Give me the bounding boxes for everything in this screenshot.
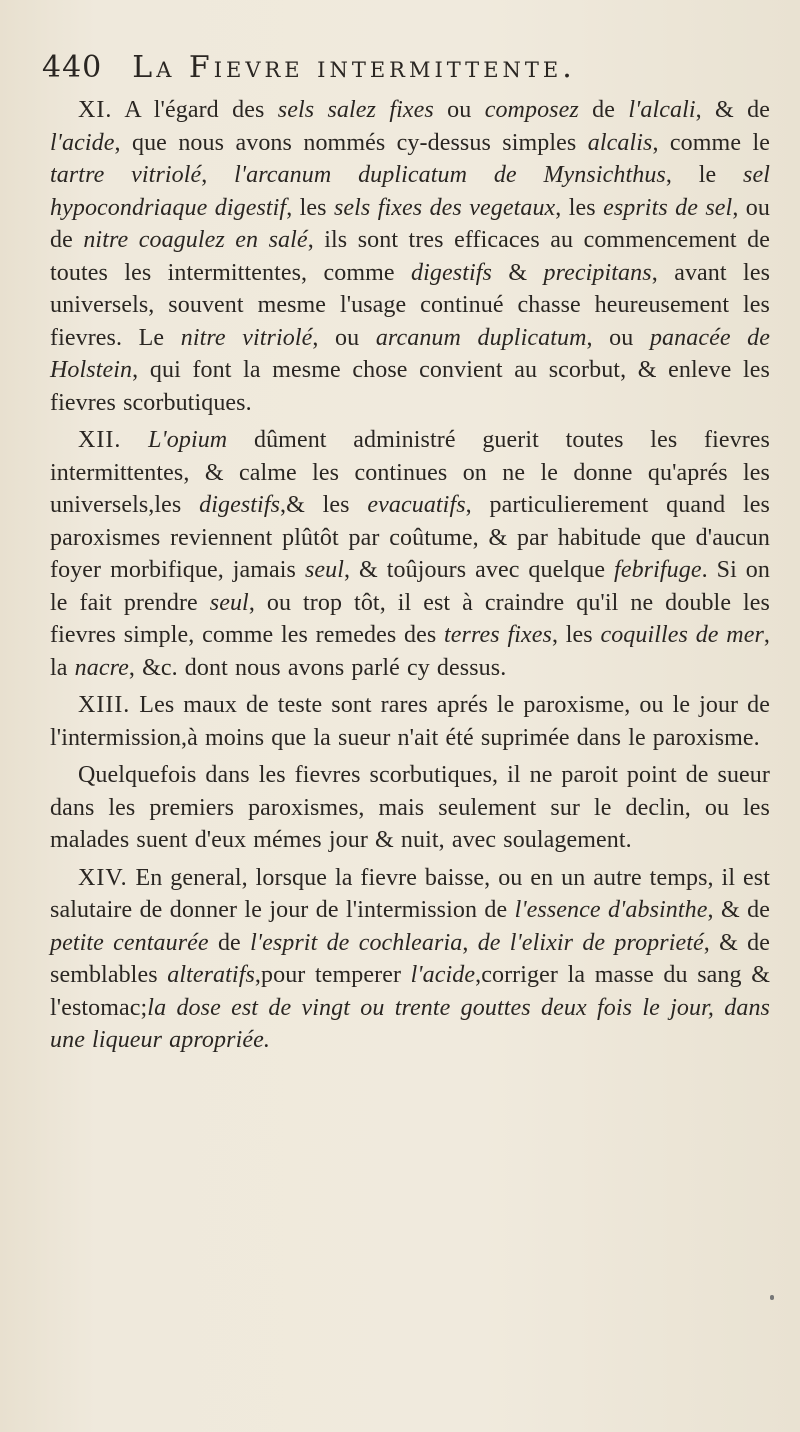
- text-run: &: [491, 259, 544, 286]
- italic-text: terres fixes: [444, 622, 552, 648]
- italic-text: esprits de sel: [603, 194, 733, 221]
- text-run: , comme le: [652, 129, 770, 156]
- text-run: Les maux de teste sont rares aprés le paroxisme, ou le jour de l'intermission,à moins que la sueur n'ait été suprimée dans le paroxisme.: [50, 692, 770, 751]
- italic-text: evacuatifs: [367, 492, 466, 518]
- paragraph-quelquefois: [50, 759, 770, 857]
- italic-text: L'opium: [148, 427, 228, 453]
- italic-text: sels fixes des vegetaux: [333, 194, 556, 221]
- text-run: , avant les universels, souvent mesme l'usage continué chasse heureusement les fievres. Le: [50, 259, 771, 351]
- italic-text: tartre vitriolé: [50, 162, 202, 188]
- text-run: , & de semblables: [50, 929, 770, 988]
- text-run: . Si on le fait prendre: [50, 557, 770, 616]
- italic-text: arcanum duplicatum: [375, 324, 587, 351]
- italic-text: l'esprit de cochlearia: [250, 929, 463, 956]
- italic-text: digestifs: [411, 259, 492, 286]
- text-run: , & toûjours avec quelque: [344, 557, 615, 583]
- text-run: ,corriger la masse du sang & l'estomac;: [50, 962, 770, 1021]
- page-header: [42, 50, 762, 90]
- italic-text: febrifuge: [614, 557, 702, 583]
- italic-text: petite centaurée: [50, 929, 209, 956]
- text-run: ,: [462, 929, 478, 956]
- italic-text: nacre: [74, 654, 129, 681]
- text-run: , & de: [695, 97, 771, 123]
- text-run: , les: [555, 194, 604, 221]
- running-title: La Fievre intermittente.: [132, 50, 576, 85]
- text-run: A l'égard des: [112, 97, 278, 123]
- text-run: ,: [201, 162, 235, 188]
- italic-text: sels salez fixes: [277, 97, 434, 123]
- text-run: , qui font la mesme chose convient au scorbut, & enleve les fievres scorbutiques.: [50, 357, 770, 416]
- body-text: [50, 94, 770, 1062]
- italic-text: precipitans: [543, 259, 652, 286]
- text-run: En general, lorsque la fievre baisse, ou en un autre temps, il est salutaire de donner le jour de l'intermission de: [50, 864, 770, 923]
- text-run: ,& les: [280, 492, 368, 518]
- italic-text: l'acide: [410, 962, 476, 988]
- text-run: , le: [665, 162, 744, 188]
- italic-text: alcalis: [587, 129, 653, 156]
- italic-text: l'alcali: [628, 97, 696, 123]
- section-numeral: XIV.: [78, 864, 128, 891]
- text-run: de: [208, 929, 251, 956]
- ink-speck: [770, 1295, 774, 1300]
- italic-text: seul: [209, 589, 249, 616]
- italic-text: nitre coagulez en salé: [83, 227, 308, 253]
- text-run: , ou: [586, 324, 650, 351]
- italic-text: panacée de Holstein: [50, 324, 771, 383]
- text-run: , que nous avons nommés cy-dessus simples: [114, 129, 588, 156]
- text-run: de: [578, 97, 629, 123]
- text-run: , particulierement quand les paroxismes reviennent plûtôt par coûtume, & par habitude que d'aucun foyer morbifique, jamais: [50, 492, 770, 583]
- text-run: , ou de: [50, 194, 770, 253]
- text-run: [121, 427, 148, 453]
- page-number: 440: [42, 50, 103, 85]
- italic-text: l'acide: [50, 129, 115, 156]
- italic-text: l'arcanum duplicatum de Mynsichthus: [234, 162, 666, 188]
- italic-text: l'essence d'absinthe: [514, 897, 708, 923]
- italic-text: sel hypocondriaque digestif: [50, 162, 771, 221]
- italic-text: nitre vitriolé: [180, 324, 313, 351]
- text-run: , ou: [312, 324, 376, 351]
- paragraph-xiii: [50, 689, 770, 754]
- text-run: Quelquefois dans les fievres scorbutiques, il ne paroit point de sueur dans les premiers paroxismes, mais seulement sur le declin, ou les malades suent d'eux mémes jour & nuit, avec soulagement.: [50, 762, 770, 853]
- italic-text: composez: [484, 97, 579, 123]
- paragraph-xiv: [50, 862, 770, 1057]
- section-numeral: XII.: [78, 427, 122, 453]
- italic-text: alteratifs: [167, 962, 255, 988]
- text-run: , & de: [707, 897, 770, 923]
- paragraph-xii: [50, 424, 770, 684]
- text-run: , &c. dont nous avons parlé cy dessus.: [128, 654, 507, 681]
- italic-text: coquilles de mer: [600, 622, 764, 648]
- text-run: ,pour temperer: [254, 962, 411, 988]
- text-run: , la: [50, 622, 770, 681]
- text-run: , ou trop tôt, il est à craindre qu'il ne double les fievres simple, comme les remedes des: [50, 589, 770, 648]
- italic-text: la dose est de vingt ou trente gouttes deux fois le jour, dans une liqueur apropriée.: [50, 994, 770, 1053]
- text-run: dûment administré guerit toutes les fievres intermittentes, & calme les continues on ne le donne qu'aprés les universels,les: [50, 427, 770, 518]
- text-run: ou: [433, 97, 485, 123]
- text-run: , les: [286, 194, 334, 221]
- italic-text: digestifs: [199, 492, 281, 518]
- paragraph-xi: [50, 94, 770, 419]
- text-run: , les: [551, 622, 601, 648]
- section-numeral: XIII.: [78, 692, 131, 718]
- text-run: , ils sont tres efficaces au commencement de toutes les intermittentes, comme: [50, 227, 771, 286]
- section-numeral: XI.: [78, 97, 113, 123]
- italic-text: seul: [304, 557, 344, 583]
- italic-text: de l'elixir de proprieté: [477, 929, 704, 956]
